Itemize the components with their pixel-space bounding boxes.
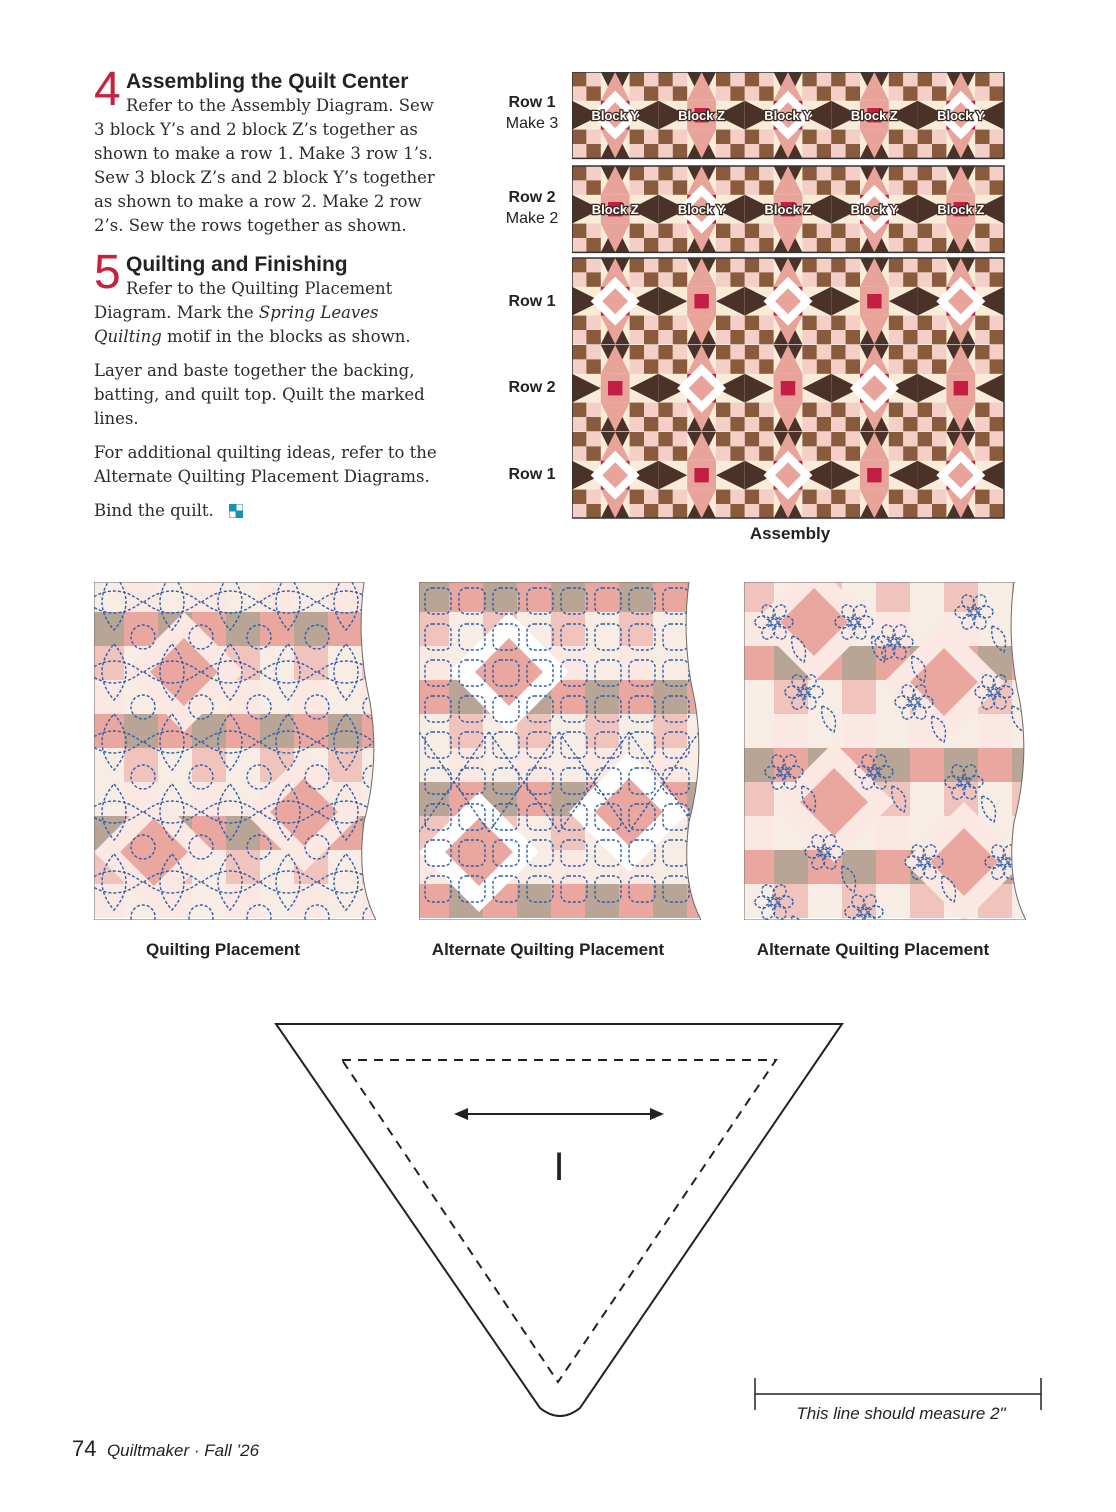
end-mark-icon (229, 504, 243, 518)
alternate-quilting-diagram-1 (419, 582, 701, 920)
quilt-block-y (572, 432, 658, 518)
step-5-heading (94, 246, 439, 299)
text-run: Refer to the Quilting Placement Diagram. Mark the (94, 279, 393, 322)
quilt-block-y (918, 72, 1004, 158)
block-label: Block Z (850, 108, 898, 124)
quilting-caption-2: Alternate Quilting Placement (431, 940, 665, 959)
block-label: Block Y (850, 202, 899, 218)
quilt-panel (744, 582, 1026, 920)
row-title: Row 1 (508, 293, 556, 310)
step-5-text-4 (94, 499, 439, 523)
quilt-block-y (831, 166, 917, 252)
template-label: I (553, 1145, 565, 1189)
quilt-block-z (831, 258, 917, 344)
step-5-text-2: Layer and baste together the backing, batting, and quilt top. Quilt the marked lines. (94, 361, 425, 428)
quilt-block-y (572, 72, 658, 158)
block-label: Block Z (591, 202, 639, 218)
row-make-count: Make 3 (505, 115, 559, 132)
motif-name: Spring Leaves Quilting (94, 303, 379, 346)
text-run: Bind the quilt. (94, 501, 214, 520)
row-make-count: Make 2 (505, 210, 559, 227)
quilt-block-z (658, 432, 744, 518)
block-label: Block Z (937, 202, 985, 218)
block-label: Block Z (678, 108, 726, 124)
row-title: Row 1 (508, 94, 556, 111)
measure-note: This line should measure 2" (796, 1404, 1006, 1423)
quilt-block-z (745, 345, 831, 431)
assembled-row-label-3 (496, 464, 568, 485)
row-unit-2 (572, 166, 1004, 252)
row-unit-label-1 (496, 92, 568, 134)
assembled-row-3 (572, 432, 1004, 518)
quilt-block-z (918, 166, 1004, 252)
step-title: Quilting and Finishing (126, 253, 348, 276)
row-unit-label-2 (496, 187, 568, 229)
page-footer (72, 1436, 259, 1462)
block-label: Block Y (677, 202, 726, 218)
step-4-heading (94, 63, 439, 116)
block-label: Block Y (937, 108, 985, 124)
quilt-block-y (745, 258, 831, 344)
step-4-text: Refer to the Assembly Diagram. Sew 3 block Y’s and 2 block Z’s together as shown to make a row 1. Make 3 row 1’s. Sew 3 block Z’s and 2 block Y’s together as shown to make a row 2. Make 2 row 2’s. Sew the rows together as shown. (94, 96, 435, 235)
grain-arrow-icon (454, 1108, 664, 1120)
step-5-text-1 (94, 277, 439, 349)
block-label: Block Y (591, 108, 639, 124)
assembly-caption: Assembly (749, 524, 831, 543)
step-5 (94, 246, 439, 523)
alternate-quilting-diagram-2 (744, 582, 1026, 920)
step-number: 4 (94, 63, 121, 116)
quilt-block-z (918, 345, 1004, 431)
quilt-block-z (572, 345, 658, 431)
template-outline (276, 1024, 842, 1416)
row-title: Row 2 (508, 379, 556, 396)
quilt-block-y (918, 258, 1004, 344)
assembled-row-1 (572, 258, 1004, 344)
quilt-block-y (918, 432, 1004, 518)
template-piece-i (260, 1010, 880, 1430)
row-unit-1 (572, 72, 1004, 158)
quilt-block-y (572, 258, 658, 344)
quilt-block-y (831, 345, 917, 431)
quilt-block-y (658, 166, 744, 252)
quilt-block-y (745, 432, 831, 518)
quilt-block-y (658, 345, 744, 431)
row-title: Row 2 (508, 189, 556, 206)
assembled-row-label-1 (496, 291, 568, 312)
quilt-panel (94, 582, 376, 920)
step-number: 5 (94, 246, 121, 299)
quilting-placement-diagram (94, 582, 376, 920)
assembled-row-2 (572, 345, 1004, 431)
template-seam-line (342, 1060, 776, 1382)
quilt-panel (419, 582, 701, 918)
quilting-caption-1: Quilting Placement (146, 940, 300, 959)
quilt-block-y (745, 72, 831, 158)
quilt-block-z (831, 72, 917, 158)
publication-name: Quiltmaker · Fall ’26 (106, 1441, 260, 1460)
assembled-row-label-2 (496, 377, 568, 398)
quilting-caption-3: Alternate Quilting Placement (756, 940, 990, 959)
row-title: Row 1 (508, 466, 556, 483)
block-label: Block Z (764, 202, 812, 218)
quilt-block-z (658, 72, 744, 158)
quilt-block-z (572, 166, 658, 252)
quilt-block-z (745, 166, 831, 252)
step-5-text-3: For additional quilting ideas, refer to the Alternate Quilting Placement Diagrams. (94, 443, 437, 486)
quilt-block-z (658, 258, 744, 344)
block-label: Block Y (764, 108, 812, 124)
step-title: Assembling the Quilt Center (126, 70, 409, 93)
step-4 (94, 63, 439, 238)
assembled-quilt (572, 258, 1004, 518)
text-run: motif in the blocks as shown. (161, 327, 411, 346)
assembly-diagram (572, 72, 1008, 522)
page-number: 74 (72, 1436, 97, 1461)
quilt-block-z (831, 432, 917, 518)
